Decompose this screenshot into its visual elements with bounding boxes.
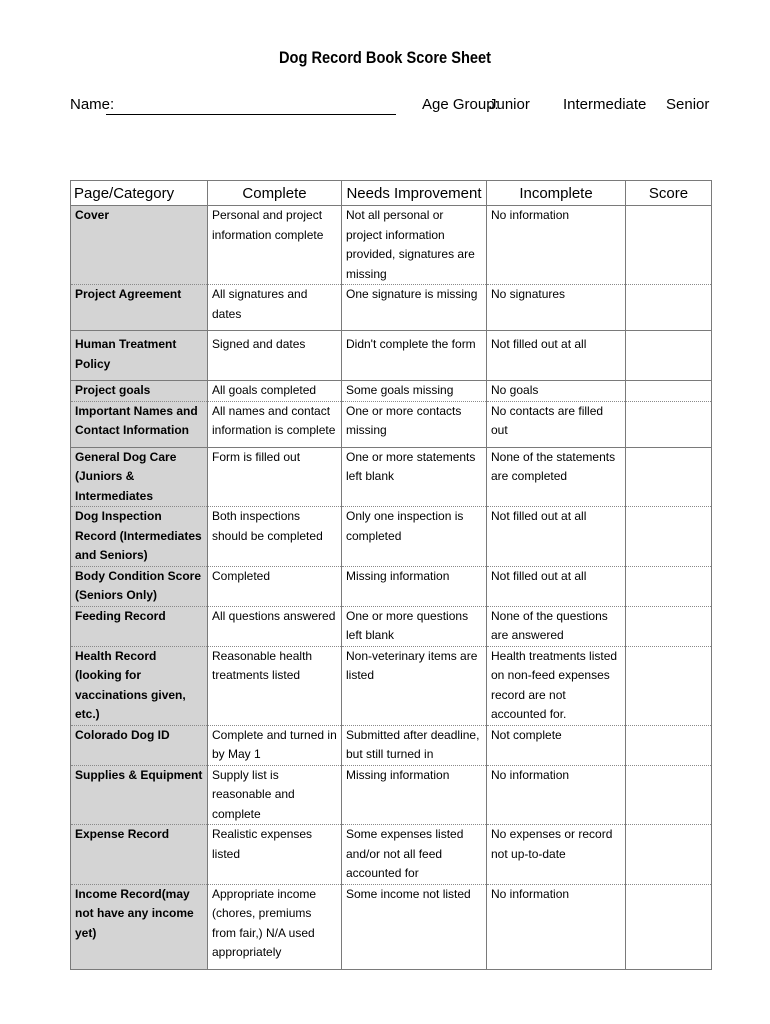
incomplete-cell: Not filled out at all — [487, 507, 626, 567]
incomplete-cell: No information — [487, 765, 626, 825]
complete-cell: Both inspections should be completed — [208, 507, 342, 567]
needs-improvement-cell: Non-veterinary items are listed — [342, 646, 487, 725]
score-cell[interactable] — [626, 765, 712, 825]
category-cell: Project Agreement — [71, 285, 208, 331]
needs-improvement-cell: Not all personal or project information provided, signatures are missing — [342, 206, 487, 285]
table-row — [71, 566, 712, 606]
age-option-intermediate[interactable]: Intermediate — [563, 96, 647, 113]
needs-improvement-cell: Missing information — [342, 566, 487, 606]
table-header-row — [71, 181, 712, 206]
category-cell: Body Condition Score (Seniors Only) — [71, 566, 208, 606]
table-row — [71, 507, 712, 567]
score-cell[interactable] — [626, 884, 712, 969]
score-cell[interactable] — [626, 725, 712, 765]
score-cell[interactable] — [626, 566, 712, 606]
score-cell[interactable] — [626, 401, 712, 447]
complete-cell: All goals completed — [208, 381, 342, 402]
table-row — [71, 646, 712, 725]
score-table — [70, 180, 712, 970]
complete-cell: Supply list is reasonable and complete — [208, 765, 342, 825]
column-header-category: Page/Category — [71, 181, 208, 206]
needs-improvement-cell: One or more questions left blank — [342, 606, 487, 646]
column-header-score: Score — [626, 181, 712, 206]
incomplete-cell: No goals — [487, 381, 626, 402]
complete-cell: All questions answered — [208, 606, 342, 646]
incomplete-cell: No contacts are filled out — [487, 401, 626, 447]
category-cell: Supplies & Equipment — [71, 765, 208, 825]
table-row — [71, 765, 712, 825]
score-cell[interactable] — [626, 285, 712, 331]
score-cell[interactable] — [626, 331, 712, 381]
age-group-label: Age Group: — [422, 96, 499, 113]
table-row — [71, 206, 712, 285]
table-row — [71, 401, 712, 447]
complete-cell: Reasonable health treatments listed — [208, 646, 342, 725]
name-blank-line[interactable] — [106, 114, 396, 115]
column-header-incomplete: Incomplete — [487, 181, 626, 206]
incomplete-cell: No information — [487, 884, 626, 969]
table-row — [71, 285, 712, 331]
score-cell[interactable] — [626, 447, 712, 507]
complete-cell: Completed — [208, 566, 342, 606]
table-row — [71, 725, 712, 765]
category-cell: Feeding Record — [71, 606, 208, 646]
incomplete-cell: None of the questions are answered — [487, 606, 626, 646]
needs-improvement-cell: Submitted after deadline, but still turned in — [342, 725, 487, 765]
incomplete-cell: No signatures — [487, 285, 626, 331]
category-cell: Health Record (looking for vaccinations given, etc.) — [71, 646, 208, 725]
needs-improvement-cell: Missing information — [342, 765, 487, 825]
complete-cell: Signed and dates — [208, 331, 342, 381]
score-cell[interactable] — [626, 507, 712, 567]
category-cell: Income Record(may not have any income yet) — [71, 884, 208, 969]
score-cell[interactable] — [626, 606, 712, 646]
column-header-complete: Complete — [208, 181, 342, 206]
category-cell: Human Treatment Policy — [71, 331, 208, 381]
complete-cell: Form is filled out — [208, 447, 342, 507]
table-row — [71, 381, 712, 402]
header-row — [70, 96, 710, 118]
needs-improvement-cell: One or more statements left blank — [342, 447, 487, 507]
age-option-junior[interactable]: Junior — [489, 96, 530, 113]
needs-improvement-cell: Some expenses listed and/or not all feed accounted for — [342, 825, 487, 885]
complete-cell: Appropriate income (chores, premiums from fair,) N/A used appropriately — [208, 884, 342, 969]
table-row — [71, 447, 712, 507]
score-cell[interactable] — [626, 381, 712, 402]
incomplete-cell: Not filled out at all — [487, 331, 626, 381]
name-label: Name: — [70, 96, 115, 113]
category-cell: Expense Record — [71, 825, 208, 885]
category-cell: Important Names and Contact Information — [71, 401, 208, 447]
incomplete-cell: None of the statements are completed — [487, 447, 626, 507]
category-cell: General Dog Care (Juniors & Intermediates — [71, 447, 208, 507]
needs-improvement-cell: Some income not listed — [342, 884, 487, 969]
age-option-senior[interactable]: Senior — [666, 96, 710, 113]
table-row — [71, 884, 712, 969]
needs-improvement-cell: One or more contacts missing — [342, 401, 487, 447]
needs-improvement-cell: One signature is missing — [342, 285, 487, 331]
complete-cell: All names and contact information is complete — [208, 401, 342, 447]
needs-improvement-cell: Some goals missing — [342, 381, 487, 402]
category-cell: Cover — [71, 206, 208, 285]
complete-cell: Complete and turned in by May 1 — [208, 725, 342, 765]
table-row — [71, 606, 712, 646]
needs-improvement-cell: Didn't complete the form — [342, 331, 487, 381]
page-title: Dog Record Book Score Sheet — [278, 48, 492, 67]
complete-cell: All signatures and dates — [208, 285, 342, 331]
table-row — [71, 331, 712, 381]
score-cell[interactable] — [626, 825, 712, 885]
category-cell: Project goals — [71, 381, 208, 402]
category-cell: Colorado Dog ID — [71, 725, 208, 765]
incomplete-cell: Not complete — [487, 725, 626, 765]
column-header-needs-improvement: Needs Improvement — [342, 181, 487, 206]
score-cell[interactable] — [626, 206, 712, 285]
complete-cell: Realistic expenses listed — [208, 825, 342, 885]
incomplete-cell: Health treatments listed on non-feed expenses record are not accounted for. — [487, 646, 626, 725]
incomplete-cell: Not filled out at all — [487, 566, 626, 606]
table-row — [71, 825, 712, 885]
needs-improvement-cell: Only one inspection is completed — [342, 507, 487, 567]
category-cell: Dog Inspection Record (Intermediates and Seniors) — [71, 507, 208, 567]
incomplete-cell: No information — [487, 206, 626, 285]
score-cell[interactable] — [626, 646, 712, 725]
complete-cell: Personal and project information complete — [208, 206, 342, 285]
incomplete-cell: No expenses or record not up-to-date — [487, 825, 626, 885]
